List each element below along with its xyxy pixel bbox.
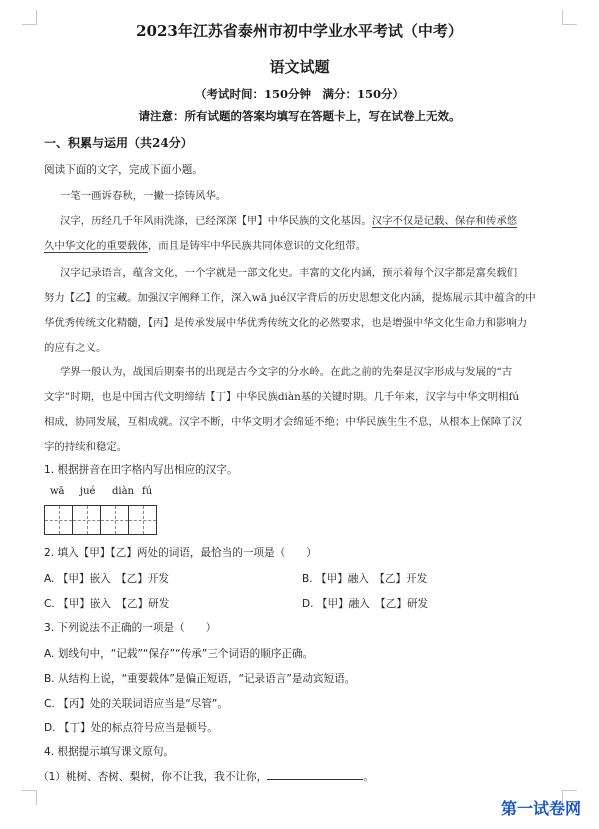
passage-text: 汉字，历经几千年风雨洗涤，已经深深【甲】中华民族的文化基因。: [60, 215, 372, 227]
passage-paragraph-3-line-4: 字的持续和稳定。: [44, 441, 128, 453]
tianzige-cell[interactable]: [100, 505, 129, 535]
question-4-prompt: 4. 根据提示填写课文原句。: [44, 746, 175, 758]
question-4-item-1: [38, 769, 560, 784]
q3-option-c: C. 【丙】处的关联词语应当是“尽管”。: [44, 698, 229, 710]
item-end-punct: 。: [363, 771, 374, 783]
q3-option-b: B. 从结构上说，“重要载体”是偏正短语，“记录语言”是动宾短语。: [44, 673, 356, 685]
crop-mark-bottom-left: [22, 790, 37, 805]
q2-option-c: C. 【甲】嵌入 【乙】研发: [44, 598, 170, 610]
passage-paragraph-2-line-3: 华优秀传统文化精髓，【丙】是传承发展中华优秀传统文化的必然要求，也是增强中华文化生命力和影响力: [44, 317, 528, 329]
question-3-prompt: 3. 下列说法不正确的一项是（ ）: [44, 622, 217, 634]
pinyin-label: wā: [50, 486, 65, 497]
question-2-prompt: 2. 填入【甲】【乙】两处的词语，最恰当的一项是（ ）: [44, 547, 318, 559]
passage-text: ，而且是铸牢中华民族共同体意识的文化纽带。: [147, 240, 367, 252]
passage-quote: 一笔一画诉春秋，一撇一捺铸风华。: [60, 190, 227, 202]
answer-blank[interactable]: [267, 769, 363, 780]
exam-info: （考试时间：150分钟 满分：150分）: [194, 87, 404, 101]
pinyin-label: jué: [80, 486, 96, 497]
tianzige-cell[interactable]: [72, 505, 101, 535]
passage-paragraph-1-line-1: [60, 212, 566, 227]
q2-option-a: A. 【甲】嵌入 【乙】开发: [44, 573, 170, 585]
passage-paragraph-2-line-1: 汉字记录语言，蕴含文化，一个字就是一部文化史。丰富的文化内涵，预示着每个汉字都是富矣载们: [60, 267, 518, 279]
q2-option-d: D. 【甲】融入 【乙】研发: [302, 598, 429, 610]
q2-option-b: B. 【甲】融入 【乙】开发: [302, 573, 428, 585]
pinyin-label: diàn: [112, 486, 135, 497]
passage-paragraph-3-line-3: 相成，协同发展，互相成就。汉字不断，中华文明才会绵延不绝；中华民族生生不息，从根本上保障了汉: [44, 416, 522, 428]
passage-intro: 阅读下面的文字，完成下面小题。: [44, 164, 203, 176]
passage-paragraph-3-line-2: 文字”时期，也是中国古代文明缔结【丁】中华民族diàn基的关键时期。几千年来，汉字与中华文明相fú: [44, 391, 520, 403]
underlined-sentence: 久中华文化的重要载体: [44, 240, 148, 252]
passage-paragraph-3-line-1: 学界一般认为，战国后期秦书的出现是古今文字的分水岭。在此之前的先秦是汉字形成与发展的“古: [60, 366, 513, 378]
pinyin-label: fú: [142, 486, 153, 497]
question-1-prompt: 1. 根据拼音在田字格内写出相应的汉字。: [44, 464, 238, 476]
exam-title: 2023年江苏省泰州市初中学业水平考试（中考）: [136, 22, 463, 40]
item-text: （1）桃树、杏树、梨树，你不让我，我不让你，: [38, 771, 268, 783]
site-watermark: 第一试卷网: [500, 799, 581, 818]
tianzige-cell[interactable]: [128, 505, 157, 535]
exam-subject: 语文试题: [269, 58, 330, 76]
q3-option-d: D. 【丁】处的标点符号应当是顿号。: [44, 722, 218, 734]
exam-notice: 请注意：所有试题的答案均填写在答题卡上，写在试卷上无效。: [138, 109, 461, 123]
q3-option-a: A. 划线句中，“记载”“保存”“传承”三个词语的顺序正确。: [44, 648, 314, 660]
tianzige-grid[interactable]: [44, 505, 160, 535]
tianzige-cell[interactable]: [44, 505, 73, 535]
passage-paragraph-2-line-4: 的应有之义。: [44, 342, 107, 354]
underlined-sentence: 汉字不仅是记载、保存和传承悠: [371, 215, 518, 227]
passage-paragraph-2-line-2: 努力【乙】的宝藏。加强汉字阐释工作，深入wā jué汉字背后的历史思想文化内涵，提炼展示其中蕴含的中: [44, 292, 536, 304]
section-heading: 一、积累与运用（共24分）: [44, 136, 193, 150]
passage-paragraph-1-line-2: [44, 237, 566, 252]
